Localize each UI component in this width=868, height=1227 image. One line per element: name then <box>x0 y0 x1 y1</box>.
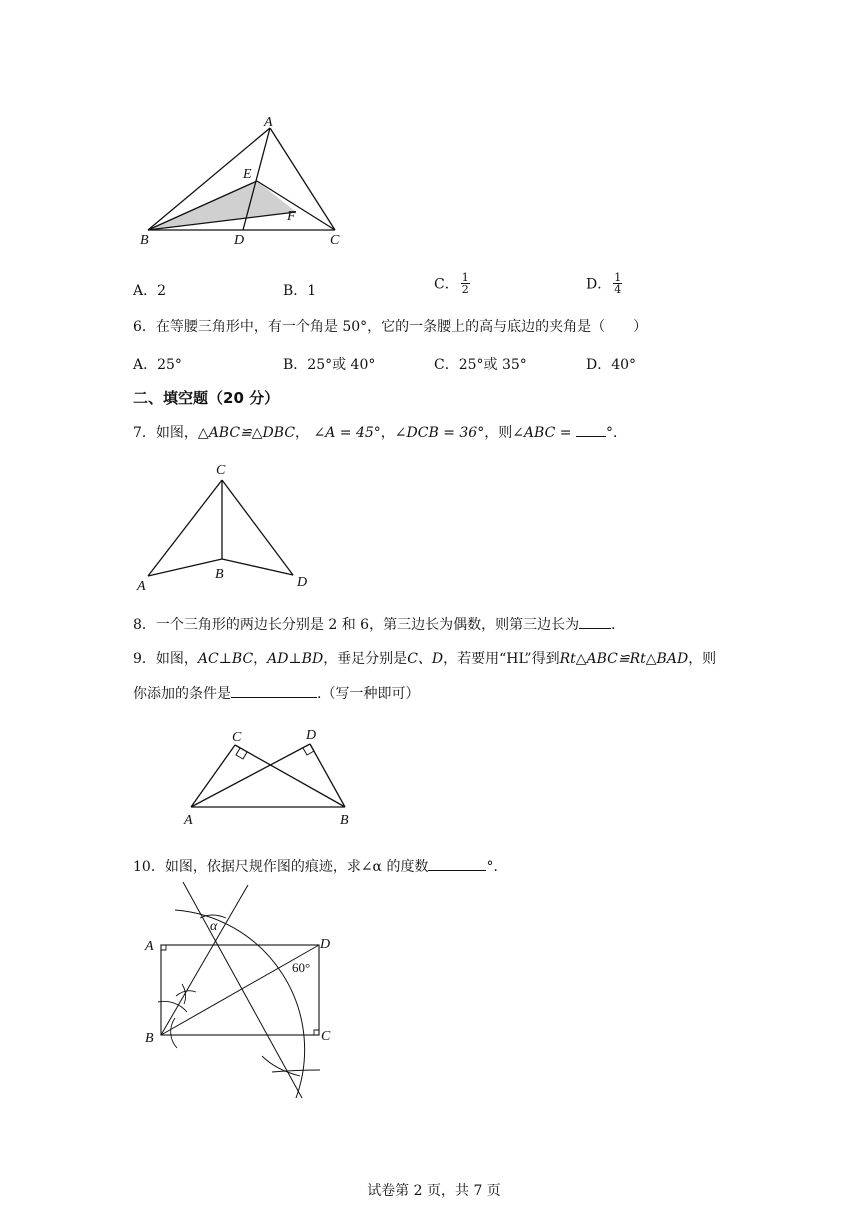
q7-congruence: △ABC≌△DBC <box>197 425 296 441</box>
q7-angle-dcb: ∠DCB = 36° <box>394 425 485 441</box>
q7-prefix: 7．如图， <box>133 425 198 441</box>
label-c: C <box>216 463 226 478</box>
q9-ac-perp-bc: AC⊥BC <box>197 651 254 667</box>
label-d: D <box>297 575 308 590</box>
q8-stem: 8．一个三角形的两边长分别是 2 和 6，第三边长为偶数，则第三边长为 ． <box>133 614 625 634</box>
q10-stem: 10．如图，依据尺规作图的痕迹，求∠α 的度数 °． <box>133 856 507 876</box>
fraction-one-half: $\frac{1}{2}$ <box>461 271 469 296</box>
label-d: D <box>320 937 331 952</box>
label-b: B <box>215 567 224 582</box>
q6-option-b: B．25°或 40° <box>283 357 376 373</box>
label-d: D <box>306 728 317 743</box>
q9-line-2: 你添加的条件是 .（写一种即可） <box>133 683 419 703</box>
q5-option-a: A．2 <box>133 283 167 299</box>
q5-option-c-prefix: C． <box>434 276 459 293</box>
q7-angle-abc: ∠ABC = <box>512 425 572 441</box>
q9-line-1: 9．如图，AC⊥BC，AD⊥BD，垂足分别是C、D，若要用“HL”得到Rt△ABC≌Rt△BAD，则 <box>133 651 717 667</box>
q7-stem: 7．如图，△ABC≌△DBC， ∠A = 45°，∠DCB = 36°，则∠ABC = °． <box>133 422 627 442</box>
q5-option-b: B．1 <box>283 283 317 299</box>
label-d: D <box>234 233 245 248</box>
q6-option-d: D．40° <box>586 357 637 373</box>
label-b: B <box>340 813 349 828</box>
label-c: C <box>232 730 242 745</box>
q6-stem: 6．在等腰三角形中，有一个角是 50°，它的一条腰上的高与底边的夹角是（ ） <box>133 319 648 335</box>
q6-option-c: C．25°或 35° <box>434 357 527 373</box>
q10-text: 10．如图，依据尺规作图的痕迹，求∠α 的度数 <box>133 859 429 875</box>
label-e: E <box>243 167 252 182</box>
page-footer: 试卷第 2 页，共 7 页 <box>367 1183 501 1199</box>
label-c: C <box>330 233 340 248</box>
fraction-one-quarter: $\frac{1}{4}$ <box>614 271 622 296</box>
q5-option-d-prefix: D． <box>586 276 612 293</box>
label-60-degrees: 60° <box>292 960 311 975</box>
label-a: A <box>137 579 146 594</box>
label-a: A <box>145 939 154 954</box>
label-b: B <box>140 233 149 248</box>
label-alpha: α <box>210 919 218 934</box>
label-f: F <box>287 209 296 224</box>
label-a: A <box>264 115 273 130</box>
label-a: A <box>184 813 193 828</box>
q6-option-a: A．25° <box>133 357 182 373</box>
section-2-title: 二、填空题（20 分） <box>133 389 280 407</box>
q9-rt-congruence: Rt△ABC≌Rt△BAD <box>559 651 689 667</box>
label-c: C <box>321 1029 331 1044</box>
q8-text: 8．一个三角形的两边长分别是 2 和 6，第三边长为偶数，则第三边长为 <box>133 617 580 633</box>
q9-ad-perp-bd: AD⊥BD <box>267 651 324 667</box>
q7-angle-a: ∠A = 45° <box>313 425 381 441</box>
label-b: B <box>145 1031 154 1046</box>
